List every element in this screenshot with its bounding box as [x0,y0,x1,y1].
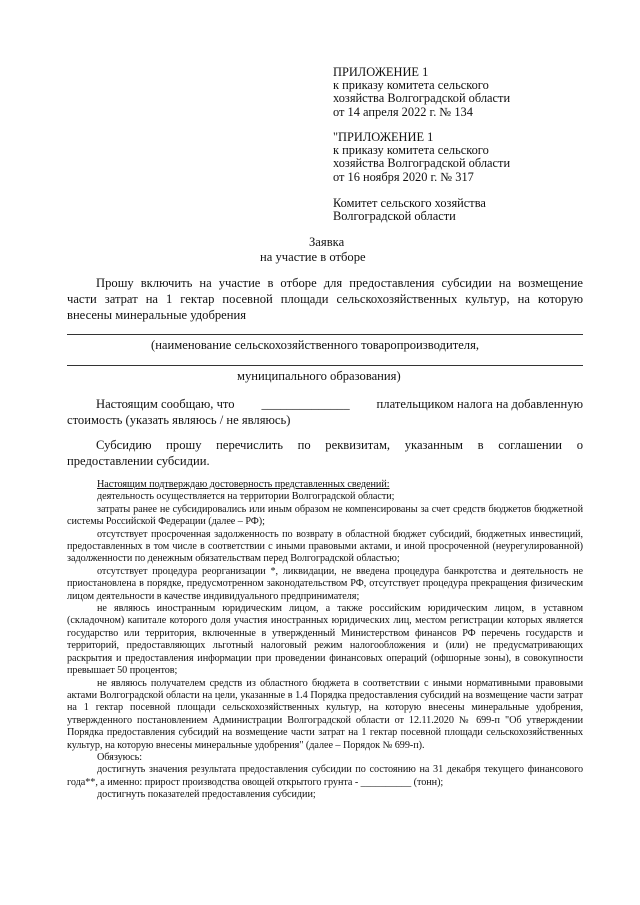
appendix-line: хозяйства Волгоградской области [333,91,511,106]
appendix-block-1 [333,66,510,119]
request-line: части затрат на 1 гектар посевной площади сельскохозяйственных культур, на которую [67,291,583,306]
producer-name-field [67,334,583,335]
vat-text: плательщиком налога на добавленную [376,397,583,411]
appendix-line: от 14 апреля 2022 г. № 134 [333,104,473,119]
obligation-item: достигнуть значения результата предоставления субсидии по состоянию на 31 декабря текущего финансового года**, а именно: прирост производства овощей открытого грунта - __________ (тонн); [67,764,583,788]
subtitle-line: на участие в отборе [260,250,366,264]
appendix-line: к приказу комитета сельского [333,78,489,93]
request-paragraph [67,276,583,323]
vat-line [67,397,583,413]
confirmation-block [67,479,583,802]
confirmation-item: деятельность осуществляется на территории Волгоградской области; [97,491,395,503]
confirmation-heading: Настоящим подтверждаю достоверность представленных сведений: [97,479,390,490]
subsidy-line: Субсидию прошу перечислить по реквизитам, указанным в соглашении о [96,438,583,452]
appendix-line: хозяйства Волгоградской области [333,156,511,171]
vat-status-blank: ______________ [261,397,350,411]
obligations-heading: Обязуюсь: [97,751,143,763]
title-line: Заявка [309,235,345,249]
producer-caption: (наименование сельскохозяйственного товаропроизводителя, [151,338,480,352]
vat-text: Настоящим сообщаю, что [96,397,235,411]
municipality-field [67,365,583,366]
request-line: внесены минеральные удобрения [67,307,247,322]
confirmation-item: не являюсь иностранным юридическим лицом, а также российским юридическим лицом, в уставном (складочном) капитале которого доля участия иностранных юридических лиц, местом регистрации которых является государство или территория, включенные в утвержденный Министерством финансов РФ перечень государств и территорий, предоставляющих льготный налоговый режим налогообложения и (или) не предусматривающих раскрытия и предоставления информации при проведении финансовых операций (офшорные зоны), в совокупности превышает 50 процентов; [67,603,583,677]
confirmation-item: не являюсь получателем средств из областного бюджета в соответствии с иными нормативными правовыми актами Волгоградской области на цели, указанные в 1.4 Порядка предоставления субсидий на возмещение части затрат на 1 гектар посевной площади сельскохозяйственных культур, на которую внесены минеральные удобрения, утвержденного постановлением Администрации Волгоградской области от 12.11.2020 № 699-п "Об утверждении Порядка предоставления субсидий на возмещение части затрат на 1 гектар посевной площади сельскохозяйственных культур, на которую внесены минеральные удобрения" (далее – Порядок № 699-п). [67,677,583,751]
confirmation-item: затраты ранее не субсидировались или иным образом не компенсированы за счет средств бюджетов бюджетной системы Российской Федерации (далее – РФ); [67,503,583,528]
addressee-line: Волгоградской области [333,209,456,224]
addressee-line: Комитет сельского хозяйства [333,196,486,210]
appendix-block-2 [333,131,510,184]
appendix-title: ПРИЛОЖЕНИЕ 1 [333,65,429,79]
addressee-block [333,197,486,223]
confirmation-item: отсутствует процедура реорганизации *, ликвидации, не введена процедура банкротства и деятельность не приостановлена в порядке, предусмотренном законодательством РФ, отсутствует процедура прекращения физическим лицом деятельности в качестве индивидуального предпринимателя; [67,565,583,602]
request-line: Прошу включить на участие в отборе для предоставления субсидии на возмещение [96,276,583,290]
obligation-item: достигнуть показателей предоставления субсидии; [97,789,316,801]
appendix-line: от 16 ноября 2020 г. № 317 [333,169,474,184]
subsidy-paragraph [67,438,583,470]
appendix-title: "ПРИЛОЖЕНИЕ 1 [333,130,434,144]
confirmation-item: отсутствует просроченная задолженность по возврату в областной бюджет субсидий, бюджетных инвестиций, предоставленных в том числе в соответствии с иными правовыми актами, и иной просроченной (неурегулированной) задолженности по денежным обязательствам перед Волгоградской областью; [67,528,583,565]
vat-paragraph [67,397,583,429]
vat-line: стоимость (указать являюсь / не являюсь) [67,412,291,427]
appendix-line: к приказу комитета сельского [333,143,489,158]
document-title [0,235,640,265]
subsidy-line: предоставлении субсидии. [67,453,210,468]
municipality-caption: муниципального образования) [237,369,401,383]
